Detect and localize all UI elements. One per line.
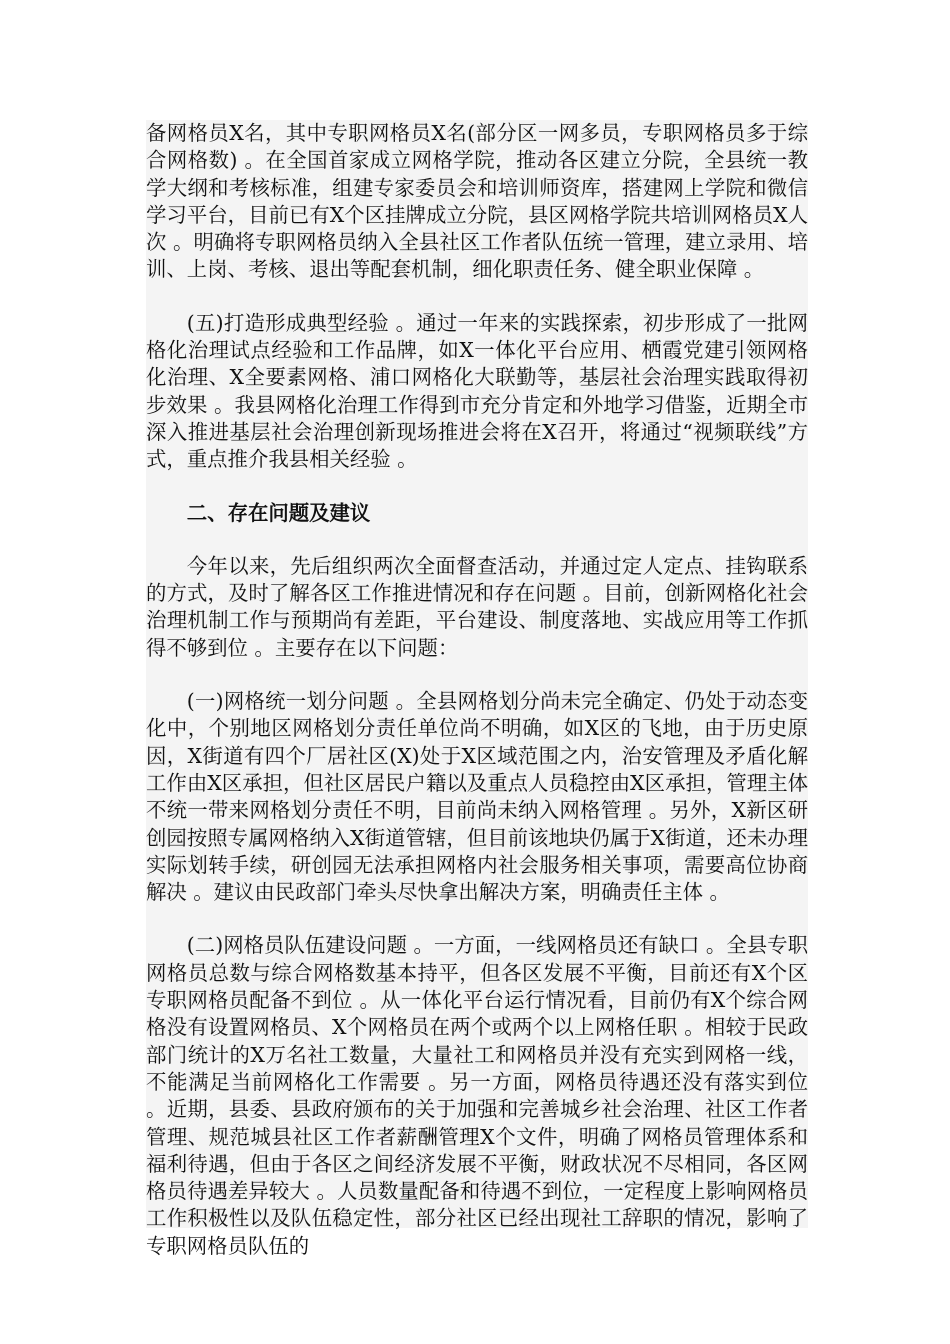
paragraph-typical-experience: (五)打造形成典型经验 。通过一年来的实践探索，初步形成了一批网格化治理试点经验和工作品牌，如X一体化平台应用、栖霞党建引领网格化治理、X全要素网格、浦口网格化大联勤等，基层社会治理实践取得初步效果 。我县网格化治理工作得到市充分肯定和外地学习借鉴，近期全市深入推进基层社会治理创新现场推进会将在X召开，将通过“视频联线”方式，重点推介我县相关经验 。: [146, 310, 808, 472]
paragraph-grid-staff: (二)网格员队伍建设问题 。一方面，一线网格员还有缺口 。全县专职网格员总数与综合网格数基本持平，但各区发展不平衡，目前还有X个区专职网格员配备不到位 。从一体化平台运行情况看，目前仍有X个综合网格没有设置网格员、X个网格员在两个或两个以上网格任职 。相较于民政部门统计的X万名社工数量，大量社工和网格员并没有充实到网格一线，不能满足当前网格化工作需要 。另一方面，网格员待遇还没有落实到位 。近期，县委、县政府颁布的关于加强和完善城乡社会治理、社区工作者管理、规范城县社区工作者薪酬管理X个文件，明确了网格员管理体系和福利待遇，但由于各区之间经济发展不平衡，财政状况不尽相同，各区网格员待遇差异较大 。人员数量配备和待遇不到位，一定程度上影响网格员工作积极性以及队伍稳定性，部分社区已经出现社工辞职的情况，影响了专职网格员队伍的: [146, 933, 808, 1258]
paragraph-problems-intro: 今年以来，先后组织两次全面督查活动，并通过定人定点、挂钩联系的方式，及时了解各区工作推进情况和存在问题 。目前，创新网格化社会治理机制工作与预期尚有差距，平台建设、制度落地、实战应用等工作抓得不够到位 。主要存在以下问题：: [146, 553, 808, 660]
paragraph-continuation: 备网格员X名，其中专职网格员X名(部分区一网多员，专职网格员多于综合网格数) 。在全国首家成立网格学院，推动各区建立分院，全县统一教学大纲和考核标准，组建专家委员会和培训师资库，搭建网上学院和微信学习平台，目前已有X个区挂牌成立分院，县区网格学院共培训网格员X人次 。明确将专职网格员纳入全县社区工作者队伍统一管理，建立录用、培训、上岗、考核、退出等配套机制，细化职责任务、健全职业保障 。: [146, 121, 808, 282]
paragraph-grid-division: (一)网格统一划分问题 。全县网格划分尚未完全确定、仍处于动态变化中，个别地区网格划分责任单位尚不明确，如X区的飞地，由于历史原因，X街道有四个厂居社区(X)处于X区域范围之内，治安管理及矛盾化解工作由X区承担，但社区居民户籍以及重点人员稳控由X区承担，管理主体不统一带来网格划分责任不明，目前尚未纳入网格管理 。另外，X新区研创园按照专属网格纳入X街道管辖，但目前该地块仍属于X街道，还未办理实际划转手续，研创园无法承担网格内社会服务相关事项，需要高位协商解决 。建议由民政部门牵头尽快拿出解决方案，明确责任主体 。: [146, 689, 808, 905]
section-heading: 二、存在问题及建议: [186, 500, 371, 525]
document-body: [146, 120, 808, 1258]
